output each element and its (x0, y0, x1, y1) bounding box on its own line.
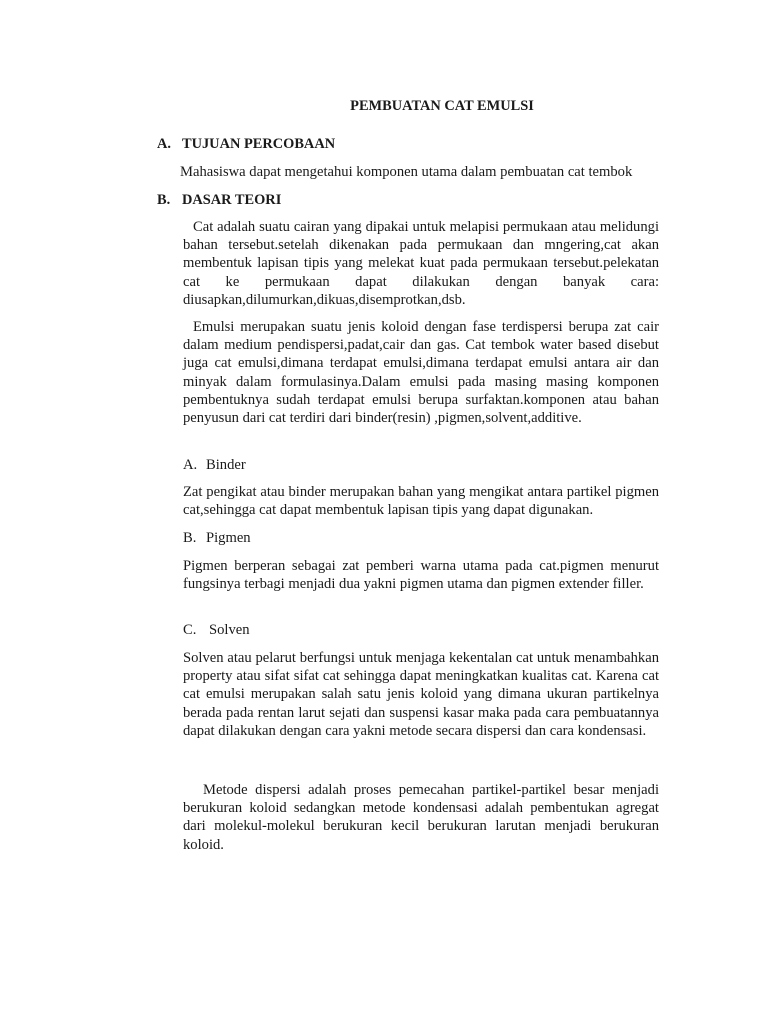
component-heading-pigmen (183, 529, 251, 547)
closing-paragraph: Metode dispersi adalah proses pemecahan partikel-partikel besar menjadi berukuran koloid sedangkan metode kondensasi adalah pembentukan agregat dari molekul-molekul berukuran kecil berukuran larutan menjadi berukuran koloid. (183, 782, 659, 853)
section-heading-dasar-teori (157, 191, 281, 209)
section-title: TUJUAN PERCOBAAN (182, 136, 336, 152)
component-number: B. (183, 530, 197, 546)
pigmen-text: Pigmen berperan sebagai zat pemberi warna utama pada cat.pigmen menurut fungsinya terbagi menjadi dua yakni pigmen utama dan pigmen extender filler. (183, 558, 659, 593)
component-heading-solven (183, 621, 250, 639)
solven-text: Solven atau pelarut berfungsi untuk menjaga kekentalan cat untuk menambahkan property atau sifat sifat cat sehingga dapat meningkatkan kualitas cat. Karena cat cat emulsi merupakan salah satu jenis koloid yang dimana ukuran partikelnya berada pada rentan larut sejati dan suspensi kasar maka pada cara pembuatannya dapat dilakukan dengan cara yakni metode secara dispersi dan cara kondensasi. (183, 650, 659, 739)
section-heading-tujuan (157, 135, 335, 153)
component-number: C. (183, 622, 197, 638)
component-title: Solven (209, 622, 250, 638)
dasar-teori-paragraph-2: Emulsi merupakan suatu jenis koloid dengan fase terdispersi berupa zat cair dalam medium pendispersi,padat,cair dan gas. Cat tembok water based disebut juga cat emulsi,dimana terdapat emulsi,dimana terdapat emulsi antara air dan minyak dalam formulasinya.Dalam emulsi pada masing masing komponen pembentuknya sudah terdapat emulsi berupa surfaktan.komponen atau bahan penyusun dari cat terdiri dari binder(resin) ,pigmen,solvent,additive. (183, 319, 659, 427)
section-title: DASAR TEORI (182, 192, 282, 208)
component-title: Pigmen (206, 530, 251, 546)
binder-text: Zat pengikat atau binder merupakan bahan yang mengikat antara partikel pigmen cat,sehingga cat dapat membentuk lapisan tipis yang dapat digunakan. (183, 484, 659, 519)
tujuan-text: Mahasiswa dapat mengetahui komponen utama dalam pembuatan cat tembok (180, 164, 633, 180)
component-heading-binder (183, 456, 246, 474)
dasar-teori-paragraph-1: Cat adalah suatu cairan yang dipakai untuk melapisi permukaan atau melidungi bahan tersebut.setelah dikenakan pada permukaan dan mngering,cat akan membentuk lapisan tipis yang melekat kuat pada permukaan tersebut.pelekatan cat ke permukaan dapat dilakukan dengan banyak cara: diusapkan,dilumurkan,dikuas,disemprotkan,dsb. (183, 219, 659, 308)
component-title: Binder (206, 457, 246, 473)
section-number: B. (157, 192, 171, 208)
document-title: PEMBUATAN CAT EMULSI (350, 98, 534, 114)
section-number: A. (157, 136, 171, 152)
component-number: A. (183, 457, 198, 473)
